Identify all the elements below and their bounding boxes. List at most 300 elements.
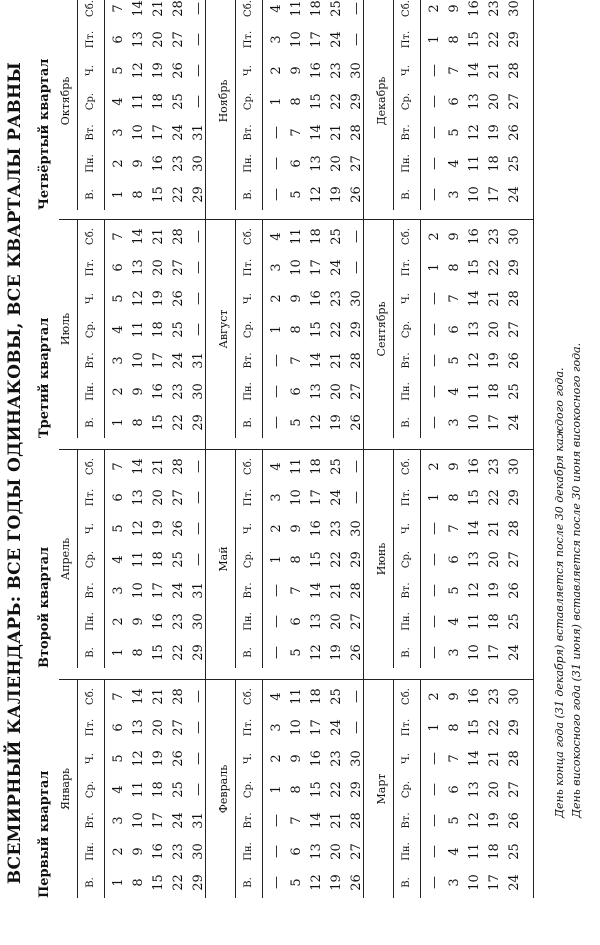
day-cell: 11 xyxy=(467,154,482,172)
day-cell: 20 xyxy=(151,488,166,506)
day-cell: 9 xyxy=(289,753,304,763)
day-cell: — xyxy=(427,156,442,170)
week-row xyxy=(267,0,287,210)
week-row xyxy=(169,680,189,898)
weekday-label: Пт. xyxy=(243,488,254,506)
weekday-label: Сб. xyxy=(243,457,254,475)
day-cell: 16 xyxy=(151,154,166,172)
month-name: Ноябрь xyxy=(217,79,230,122)
day-cell: 4 xyxy=(447,846,462,856)
day-cell: 30 xyxy=(507,227,522,245)
day-cell: 6 xyxy=(111,262,126,272)
day-cell: 7 xyxy=(289,585,304,595)
day-cell: 28 xyxy=(171,227,186,245)
day-cell: 17 xyxy=(151,811,166,829)
day-cell: 17 xyxy=(151,123,166,141)
day-cell: 19 xyxy=(151,749,166,767)
day-cell: 29 xyxy=(191,873,206,891)
day-cell: 14 xyxy=(131,457,146,475)
day-cell: 16 xyxy=(467,0,482,17)
weekday-label: Пт. xyxy=(401,718,412,736)
day-cell: 12 xyxy=(467,581,482,599)
day-cell: 26 xyxy=(349,185,364,203)
day-cell: 6 xyxy=(289,616,304,626)
day-cell: 2 xyxy=(269,523,284,533)
day-cell: 3 xyxy=(269,262,284,272)
day-cell: 20 xyxy=(329,842,344,860)
month-block xyxy=(59,220,217,438)
weekday-header xyxy=(77,0,105,210)
day-cell: 25 xyxy=(171,780,186,798)
day-cell: 31 xyxy=(191,123,206,141)
day-cell: 1 xyxy=(269,324,284,334)
day-cell: 26 xyxy=(507,351,522,369)
day-cell: 19 xyxy=(487,811,502,829)
day-cell: 27 xyxy=(171,718,186,736)
week-row xyxy=(149,220,169,438)
week-row xyxy=(505,220,525,438)
day-cell: 23 xyxy=(487,0,502,17)
day-cell: 16 xyxy=(151,382,166,400)
week-row xyxy=(129,220,149,438)
weekday-label: В. xyxy=(85,876,96,888)
day-cell: 19 xyxy=(151,61,166,79)
day-cell: 10 xyxy=(289,718,304,736)
day-cell: 28 xyxy=(171,687,186,705)
day-cell: 26 xyxy=(171,289,186,307)
day-cell: 25 xyxy=(171,92,186,110)
rotated-page xyxy=(5,0,595,938)
day-cell: 6 xyxy=(447,554,462,564)
weekday-label: Сб. xyxy=(401,687,412,705)
day-cell: 18 xyxy=(309,0,324,17)
day-cell: — xyxy=(427,552,442,566)
day-cell: 13 xyxy=(467,320,482,338)
day-cell: 14 xyxy=(309,811,324,829)
weekday-label: Пн. xyxy=(85,153,96,173)
day-cell: 8 xyxy=(289,96,304,106)
week-row xyxy=(307,0,327,210)
weekday-label: Пн. xyxy=(85,611,96,631)
weekday-label: Пн. xyxy=(243,381,254,401)
weekday-label: В. xyxy=(85,188,96,200)
day-cell: 21 xyxy=(487,749,502,767)
day-cell: 6 xyxy=(447,784,462,794)
weekday-label: Вт. xyxy=(401,123,412,141)
day-cell: 4 xyxy=(111,784,126,794)
day-cell: 13 xyxy=(131,488,146,506)
day-cell: — xyxy=(427,583,442,597)
weekday-label: Вт. xyxy=(401,351,412,369)
footnote-leap-day: День високосного года (31 июня) вставляется после 30 июня високосного года. xyxy=(570,342,583,818)
weekday-label: В. xyxy=(243,188,254,200)
weekday-label: Ч. xyxy=(401,64,412,76)
day-cell: 12 xyxy=(131,289,146,307)
day-cell: 9 xyxy=(447,691,462,701)
day-cell: — xyxy=(427,844,442,858)
day-cell: 24 xyxy=(507,643,522,661)
day-cell: 4 xyxy=(111,554,126,564)
day-cell: — xyxy=(427,384,442,398)
weekday-label: Пт. xyxy=(85,718,96,736)
day-cell: 24 xyxy=(329,718,344,736)
weekday-label: Вт. xyxy=(243,123,254,141)
day-cell: 1 xyxy=(111,877,126,887)
month-name: Октябрь xyxy=(59,76,72,125)
day-cell: 25 xyxy=(507,612,522,630)
day-cell: — xyxy=(349,32,364,46)
day-cell: 2 xyxy=(269,293,284,303)
day-cell: — xyxy=(191,751,206,765)
day-cell: 4 xyxy=(269,691,284,701)
day-cell: 5 xyxy=(447,127,462,137)
day-cell: 17 xyxy=(309,258,324,276)
day-cell: 18 xyxy=(151,550,166,568)
day-cell: 6 xyxy=(289,158,304,168)
day-cell: 11 xyxy=(289,227,304,245)
week-row xyxy=(169,220,189,438)
day-cell: 22 xyxy=(171,413,186,431)
day-cell: 23 xyxy=(487,687,502,705)
month-block xyxy=(375,450,533,668)
day-cell: 19 xyxy=(151,519,166,537)
day-cell: 13 xyxy=(131,718,146,736)
weekday-label: Пт. xyxy=(243,718,254,736)
day-cell: 14 xyxy=(467,749,482,767)
day-cell: 12 xyxy=(131,519,146,537)
day-cell: 30 xyxy=(191,154,206,172)
day-cell: — xyxy=(427,322,442,336)
day-cell: — xyxy=(191,32,206,46)
day-cell: 8 xyxy=(447,262,462,272)
day-cell: 2 xyxy=(427,461,442,471)
day-cell: 19 xyxy=(329,873,344,891)
day-cell: — xyxy=(269,813,284,827)
week-row xyxy=(287,450,307,668)
week-row xyxy=(169,450,189,668)
week-row xyxy=(425,0,445,210)
day-cell: 11 xyxy=(467,842,482,860)
week-row xyxy=(327,220,347,438)
weekday-label: Сб. xyxy=(85,457,96,475)
month-name: Февраль xyxy=(217,764,230,813)
footnote-year-end: День конца года (31 декабря) вставляется после 30 декабря каждого года. xyxy=(553,366,566,818)
day-cell: — xyxy=(269,875,284,889)
day-cell: 18 xyxy=(309,227,324,245)
day-cell: 12 xyxy=(309,413,324,431)
day-cell: 5 xyxy=(111,753,126,763)
weekday-label: Вт. xyxy=(401,811,412,829)
week-row xyxy=(149,680,169,898)
day-cell: — xyxy=(427,875,442,889)
day-cell: 28 xyxy=(507,61,522,79)
day-cell: 5 xyxy=(111,293,126,303)
day-cell: 2 xyxy=(427,3,442,13)
day-cell: 17 xyxy=(151,581,166,599)
day-cell: 23 xyxy=(329,289,344,307)
day-cell: — xyxy=(191,94,206,108)
week-row xyxy=(505,450,525,668)
day-cell: 23 xyxy=(171,382,186,400)
day-cell: 12 xyxy=(309,873,324,891)
day-cell: 16 xyxy=(309,749,324,767)
quarter-title: Четвёртый квартал xyxy=(37,58,52,210)
day-cell: 21 xyxy=(487,61,502,79)
weekday-label: Вт. xyxy=(243,581,254,599)
day-cell: 15 xyxy=(309,92,324,110)
day-cell: 19 xyxy=(151,289,166,307)
day-cell: 20 xyxy=(151,258,166,276)
weekday-label: В. xyxy=(401,188,412,200)
day-cell: 24 xyxy=(507,413,522,431)
day-cell: 10 xyxy=(289,30,304,48)
week-row xyxy=(465,0,485,210)
month-name: Апрель xyxy=(59,537,72,580)
weekday-label: Пт. xyxy=(243,30,254,48)
day-cell: 18 xyxy=(487,842,502,860)
day-cell: 22 xyxy=(487,718,502,736)
week-row xyxy=(149,450,169,668)
day-cell: 8 xyxy=(131,189,146,199)
day-cell: 21 xyxy=(151,0,166,17)
month-divider xyxy=(205,0,206,898)
day-cell: 11 xyxy=(289,457,304,475)
week-row xyxy=(465,220,485,438)
day-cell: 5 xyxy=(289,189,304,199)
day-cell: 6 xyxy=(447,96,462,106)
weekday-label: Ср. xyxy=(243,780,254,798)
weekday-label: Ч. xyxy=(85,522,96,534)
day-cell: 15 xyxy=(467,488,482,506)
week-row xyxy=(425,450,445,668)
day-cell: 24 xyxy=(329,258,344,276)
day-cell: 15 xyxy=(309,780,324,798)
day-cell: 26 xyxy=(349,413,364,431)
day-cell: 1 xyxy=(269,96,284,106)
month-block xyxy=(375,0,533,210)
weekday-header xyxy=(77,220,105,438)
day-cell: — xyxy=(269,156,284,170)
weekday-label: В. xyxy=(401,416,412,428)
day-cell: 28 xyxy=(349,581,364,599)
day-cell: 20 xyxy=(487,92,502,110)
day-cell: 10 xyxy=(131,581,146,599)
day-cell: 20 xyxy=(487,550,502,568)
day-cell: 17 xyxy=(309,488,324,506)
day-cell: 27 xyxy=(171,488,186,506)
week-row xyxy=(327,680,347,898)
weekday-label: Ч. xyxy=(401,752,412,764)
day-cell: 2 xyxy=(111,386,126,396)
weekday-label: Ср. xyxy=(401,550,412,568)
month-name: Март xyxy=(375,773,388,804)
day-cell: 18 xyxy=(151,780,166,798)
day-cell: 2 xyxy=(111,616,126,626)
day-cell: 3 xyxy=(447,877,462,887)
day-cell: 14 xyxy=(131,227,146,245)
day-cell: 25 xyxy=(507,154,522,172)
day-cell: 25 xyxy=(171,550,186,568)
day-cell: 7 xyxy=(289,815,304,825)
day-cell: 17 xyxy=(487,185,502,203)
day-cell: 22 xyxy=(487,258,502,276)
week-row xyxy=(267,680,287,898)
day-cell: — xyxy=(191,63,206,77)
day-cell: 13 xyxy=(309,382,324,400)
month-name: Август xyxy=(217,309,230,349)
day-cell: 12 xyxy=(309,643,324,661)
weekday-label: Ч. xyxy=(85,64,96,76)
day-cell: — xyxy=(191,782,206,796)
day-cell: 23 xyxy=(487,457,502,475)
day-cell: 28 xyxy=(171,457,186,475)
day-cell: — xyxy=(269,583,284,597)
day-cell: 6 xyxy=(447,324,462,334)
day-cell: 16 xyxy=(309,289,324,307)
day-cell: 28 xyxy=(507,289,522,307)
quarter-divider xyxy=(59,449,533,450)
day-cell: 23 xyxy=(329,749,344,767)
day-cell: — xyxy=(269,614,284,628)
weekday-label: Пт. xyxy=(85,488,96,506)
day-cell: 22 xyxy=(329,780,344,798)
weekday-label: Ч. xyxy=(243,64,254,76)
day-cell: 6 xyxy=(111,722,126,732)
day-cell: 7 xyxy=(447,523,462,533)
day-cell: 13 xyxy=(309,842,324,860)
week-row xyxy=(287,0,307,210)
day-cell: 24 xyxy=(171,123,186,141)
day-cell: 28 xyxy=(507,519,522,537)
day-cell: — xyxy=(349,229,364,243)
day-cell: 16 xyxy=(309,61,324,79)
day-cell: 1 xyxy=(269,554,284,564)
day-cell: 19 xyxy=(329,185,344,203)
weekday-label: Пн. xyxy=(243,841,254,861)
day-cell: 24 xyxy=(507,873,522,891)
day-cell: 10 xyxy=(131,123,146,141)
day-cell: 17 xyxy=(309,30,324,48)
day-cell: 4 xyxy=(447,386,462,396)
day-cell: 22 xyxy=(487,488,502,506)
day-cell: 22 xyxy=(171,185,186,203)
day-cell: 8 xyxy=(131,647,146,657)
day-cell: 29 xyxy=(507,718,522,736)
week-row xyxy=(267,220,287,438)
day-cell: 3 xyxy=(447,417,462,427)
weekday-label: Пн. xyxy=(401,381,412,401)
day-cell: 12 xyxy=(131,749,146,767)
weekday-label: Ч. xyxy=(243,522,254,534)
weekday-label: Ср. xyxy=(243,320,254,338)
day-cell: 27 xyxy=(349,154,364,172)
day-cell: 23 xyxy=(329,61,344,79)
day-cell: 31 xyxy=(191,351,206,369)
day-cell: 21 xyxy=(329,581,344,599)
day-cell: 26 xyxy=(349,873,364,891)
day-cell: 20 xyxy=(151,30,166,48)
day-cell: 16 xyxy=(467,687,482,705)
day-cell: 10 xyxy=(467,413,482,431)
day-cell: — xyxy=(427,415,442,429)
day-cell: 17 xyxy=(487,873,502,891)
day-cell: 23 xyxy=(329,519,344,537)
day-cell: — xyxy=(269,384,284,398)
weekday-label: Пт. xyxy=(85,30,96,48)
day-cell: 29 xyxy=(349,780,364,798)
week-row xyxy=(307,450,327,668)
day-cell: 25 xyxy=(329,457,344,475)
month-block xyxy=(375,220,533,438)
day-cell: 5 xyxy=(289,647,304,657)
week-row xyxy=(347,0,367,210)
week-row xyxy=(445,220,465,438)
weekday-header xyxy=(393,680,421,898)
weekday-label: Ч. xyxy=(401,522,412,534)
quarter-title: Второй квартал xyxy=(37,546,52,668)
week-row xyxy=(129,680,149,898)
day-cell: 17 xyxy=(309,718,324,736)
day-cell: 14 xyxy=(309,351,324,369)
day-cell: 31 xyxy=(191,581,206,599)
day-cell: 16 xyxy=(151,842,166,860)
month-name: Январь xyxy=(59,767,72,810)
day-cell: — xyxy=(427,751,442,765)
day-cell: 14 xyxy=(467,61,482,79)
quarter-divider xyxy=(59,219,533,220)
day-cell: 10 xyxy=(131,351,146,369)
day-cell: 8 xyxy=(131,877,146,887)
week-row xyxy=(505,0,525,210)
day-cell: 13 xyxy=(467,92,482,110)
day-cell: 11 xyxy=(467,382,482,400)
day-cell: 28 xyxy=(349,811,364,829)
day-cell: 9 xyxy=(131,846,146,856)
weekday-label: Ср. xyxy=(401,320,412,338)
day-cell: 28 xyxy=(171,0,186,17)
day-cell: 3 xyxy=(111,355,126,365)
weekday-label: Пт. xyxy=(85,258,96,276)
week-row xyxy=(445,450,465,668)
weekday-header xyxy=(77,680,105,898)
week-row xyxy=(189,220,209,438)
day-cell: 20 xyxy=(151,718,166,736)
day-cell: — xyxy=(191,1,206,15)
day-cell: 15 xyxy=(151,185,166,203)
weekday-label: Ч. xyxy=(243,752,254,764)
day-cell: 26 xyxy=(349,643,364,661)
day-cell: 12 xyxy=(309,185,324,203)
day-cell: 4 xyxy=(269,231,284,241)
week-row xyxy=(189,680,209,898)
month-divider xyxy=(363,0,364,898)
day-cell: 15 xyxy=(467,30,482,48)
weekday-label: Сб. xyxy=(243,687,254,705)
day-cell: 17 xyxy=(151,351,166,369)
day-cell: 28 xyxy=(507,749,522,767)
day-cell: — xyxy=(191,322,206,336)
day-cell: 5 xyxy=(447,815,462,825)
day-cell: 20 xyxy=(329,382,344,400)
week-row xyxy=(485,220,505,438)
day-cell: 5 xyxy=(447,355,462,365)
day-cell: — xyxy=(349,459,364,473)
day-cell: — xyxy=(191,260,206,274)
day-cell: 3 xyxy=(111,815,126,825)
month-name: Сентябрь xyxy=(375,301,388,356)
month-name: Июль xyxy=(59,312,72,345)
day-cell: 6 xyxy=(111,492,126,502)
